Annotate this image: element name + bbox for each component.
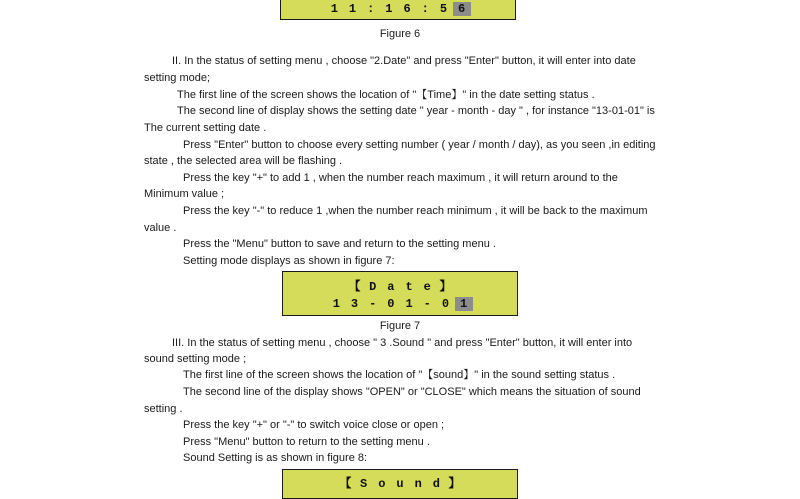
- paragraph-line: The first line of the screen shows the location of "【sound】" in the sound setting status .: [183, 369, 616, 381]
- figure7-lcd-row2-char: 0: [441, 297, 450, 311]
- paragraph-line: state , the selected area will be flashing .: [144, 155, 343, 167]
- paragraph-line: II. In the status of setting menu , choose "2.Date" and press "Enter" button, it will enter into date: [172, 55, 636, 67]
- figure8-lcd-row1-char: o: [378, 477, 386, 491]
- paragraph-line: The second line of the display shows "OPEN" or "CLOSE" which means the situation of sound: [183, 386, 641, 398]
- paragraph-line: Minimum value ;: [144, 188, 225, 200]
- figure6-lcd: [280, 0, 516, 20]
- figure7-lcd-row2-char: 0: [387, 297, 395, 311]
- figure8-lcd-row1-char: S: [360, 477, 368, 491]
- figure7-lcd-row2-char: -: [369, 297, 377, 311]
- figure6-lcd-char: :: [367, 2, 375, 16]
- figure7-lcd-row2-char: -: [423, 297, 431, 311]
- paragraph-line: Press the key "-" to reduce 1 ,when the number reach minimum , it will be back to the maximum: [183, 205, 648, 217]
- paragraph-line: setting mode;: [144, 72, 211, 84]
- figure7-lcd-row1-char: 】: [439, 280, 452, 294]
- figure6-lcd-char: 1: [385, 2, 393, 16]
- paragraph-line: Setting mode displays as shown in figure 7:: [183, 255, 395, 267]
- figure6-lcd-char: 5: [439, 2, 448, 16]
- paragraph-line: The current setting date .: [144, 122, 267, 134]
- figure7-lcd-row1-char: D: [369, 280, 377, 294]
- figure7-lcd-row1-char: t: [405, 280, 413, 294]
- figure7-lcd-row2-char: 3: [350, 297, 359, 311]
- paragraph-line: value .: [144, 222, 177, 234]
- paragraph-line: Press "Enter" button to choose every setting number ( year / month / day), as you seen ,in editing: [183, 139, 656, 151]
- paragraph-line: sound setting mode ;: [144, 353, 247, 365]
- figure8-lcd-row1-char: u: [396, 477, 404, 491]
- figure8-lcd-row1-char: d: [432, 477, 440, 491]
- figure6-lcd-char: 1: [348, 2, 357, 16]
- paragraph-line: Press "Menu" button to return to the setting menu .: [183, 436, 430, 448]
- figure7-lcd-row2-char: 1: [405, 297, 413, 311]
- figure7-lcd: [282, 271, 518, 316]
- paragraph-line: Press the key "+" to add 1 , when the number reach maximum , it will return around to the: [183, 172, 618, 184]
- figure8-lcd-row1-char: 【: [339, 477, 352, 491]
- figure6-lcd-char: 6: [403, 2, 411, 16]
- figure6-lcd-char: :: [421, 2, 429, 16]
- paragraph-line: Press the key "+" or "-" to switch voice close or open ;: [183, 419, 445, 431]
- figure7-lcd-row2: [283, 297, 517, 311]
- figure7-lcd-row2-char: 1: [332, 297, 340, 311]
- paragraph-line: The second line of display shows the setting date " year - month - day " , for instance "13-01-01" is: [177, 105, 655, 117]
- paragraph-line: Sound Setting is as shown in figure 8:: [183, 452, 368, 464]
- figure8-lcd-row1-char: n: [414, 477, 422, 491]
- figure7-caption: Figure 7: [379, 320, 421, 332]
- paragraph-line: setting .: [144, 403, 183, 415]
- figure6-lcd-char: 6: [453, 2, 471, 16]
- figure7-lcd-row2-char: 1: [455, 297, 473, 311]
- paragraph-line: The first line of the screen shows the location of "【Time】" in the date setting status .: [177, 89, 595, 101]
- figure7-lcd-row1-char: e: [423, 280, 431, 294]
- paragraph-line: Press the "Menu" button to save and return to the setting menu .: [183, 238, 496, 250]
- figure7-lcd-row1-char: a: [387, 280, 395, 294]
- figure7-lcd-row1-char: 【: [348, 280, 361, 294]
- figure8-lcd-row1-char: 】: [448, 477, 461, 491]
- figure8-lcd-row1: [283, 474, 517, 491]
- paragraph-line: III. In the status of setting menu , choose " 3 .Sound " and press "Enter" button, it will enter into: [172, 337, 633, 349]
- figure7-lcd-row1: [283, 277, 517, 294]
- figure6-caption: Figure 6: [379, 28, 421, 40]
- figure6-lcd-char: 1: [330, 2, 338, 16]
- figure8-lcd: [282, 469, 518, 499]
- figure6-lcd-row: [281, 2, 515, 16]
